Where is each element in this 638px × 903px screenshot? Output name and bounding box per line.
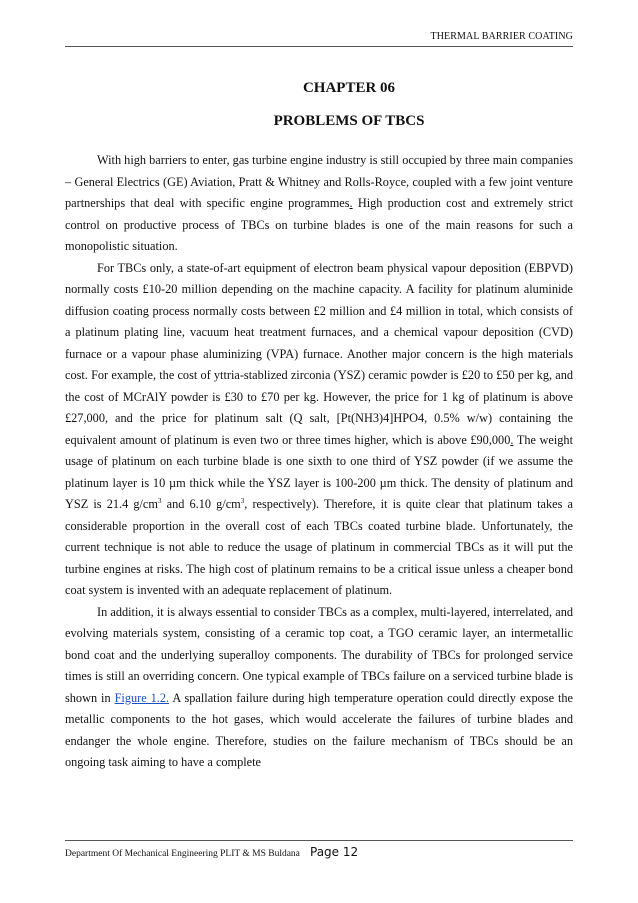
p2-sup-1: 3 bbox=[157, 496, 162, 505]
p2-text-a: For TBCs only, a state-of-art equipment of electron beam physical vapour deposition (EBPVD) normally costs £10-20 million depending on the machine capacity. A facility for platinum aluminide diffusion coating process normally costs between £2 million and £4 million in total bbox=[65, 260, 573, 318]
p2-mark-2: . bbox=[510, 432, 514, 447]
p2-text-b: which consists of a platinum plating line, vacuum heat treatment furnaces, and a chemical vapour deposition (CVD) furnace or a vapour phase aluminizing (VPA) furnace. Another major concern is the high materials cost. For example, the cost of yttria-stablized zirconia (YSZ) ceramic powder is £20 to £50 per kg, and the cost of MCrAlY powder is £30 to £70 per kg. However, the price for 1 kg of platinum is above £27,000, and the price for platinum salt (Q salt, [Pt(NH3)4]HPO4, 0.5% w/w) containing the equivalent amount of platinum is even two or three times higher, which is above £90,000 bbox=[65, 303, 573, 447]
p2-sup-2: 3 bbox=[240, 496, 245, 505]
footer-department: Department Of Mechanical Engineering PLIT & MS Buldana bbox=[65, 849, 300, 859]
p3-text-b: A spallation failure during high temperature operation could directly expose the metallic components to the hot gases, which would accelerate the failures of turbine blades and endanger the whole engine. Therefore, studies on the failure mechanism of TBCs should be an ongoing task aiming to have a complete bbox=[65, 690, 573, 769]
chapter-title: PROBLEMS OF TBCS bbox=[273, 113, 425, 129]
figure-link[interactable]: Figure 1.2. bbox=[114, 690, 170, 705]
paragraph-3 bbox=[65, 602, 573, 774]
chapter-number: CHAPTER 06 bbox=[302, 80, 396, 96]
p1-end: High production cost and extremely strict control on productive process of TBCs on turbine blades is one of the main reasons for such a monopolistic situation. bbox=[65, 196, 573, 253]
p2-mark-1: , bbox=[479, 303, 484, 318]
p2-text-c: The weight usage of platinum on each turbine blade is one sixth to one third of YSZ powder (if we assume the platinum layer is 10 µm thick while the YSZ layer is 100-200 µm thick. The density of platinum and YSZ is 21.4 g/cm bbox=[65, 432, 574, 511]
p1-text: With high barriers to enter, gas turbine engine industry is still occupied by three main companies – General Electrics (GE) Aviation, Pratt & Whitney and Rolls-Royce, coupled with a few joint venture partnerships that deal with specific engine programmes bbox=[65, 153, 573, 210]
header-rule bbox=[65, 46, 573, 47]
page-header bbox=[65, 0, 573, 49]
footer-rule bbox=[65, 840, 573, 841]
paragraph-2 bbox=[65, 258, 573, 602]
p1-mark: . bbox=[349, 196, 353, 210]
p2-text-e: , respectively). Therefore, it is quite clear that platinum takes a considerable proportion in the overall cost of each TBCs coated turbine blade. Unfortunately, the current technique is not able to reduce the usage of platinum in commercial TBCs as it will put the turbine engines at risks. The high cost of platinum remains to be a critical issue unless a cheaper bond coat system is invented with an adequate replacement of platinum. bbox=[65, 497, 573, 597]
page-footer bbox=[65, 840, 573, 870]
p2-text-d: and 6.10 g/cm bbox=[161, 497, 241, 511]
p3-text-a: In addition, it is always essential to consider TBCs as a complex, multi-layered, interrelated, and evolving materials system, consisting of a ceramic top coat, a TGO ceramic layer, an intermetallic bond coat and the underlying superalloy components. The durability of TBCs for prolonged service times is still an overriding concern. One typical example of TBCs failure on a serviced turbine blade is shown in bbox=[65, 604, 573, 705]
paragraph-1 bbox=[65, 150, 573, 258]
body-text bbox=[65, 150, 573, 774]
page-number: Page 12 bbox=[310, 845, 359, 859]
header-title: THERMAL BARRIER COATING bbox=[430, 31, 573, 42]
